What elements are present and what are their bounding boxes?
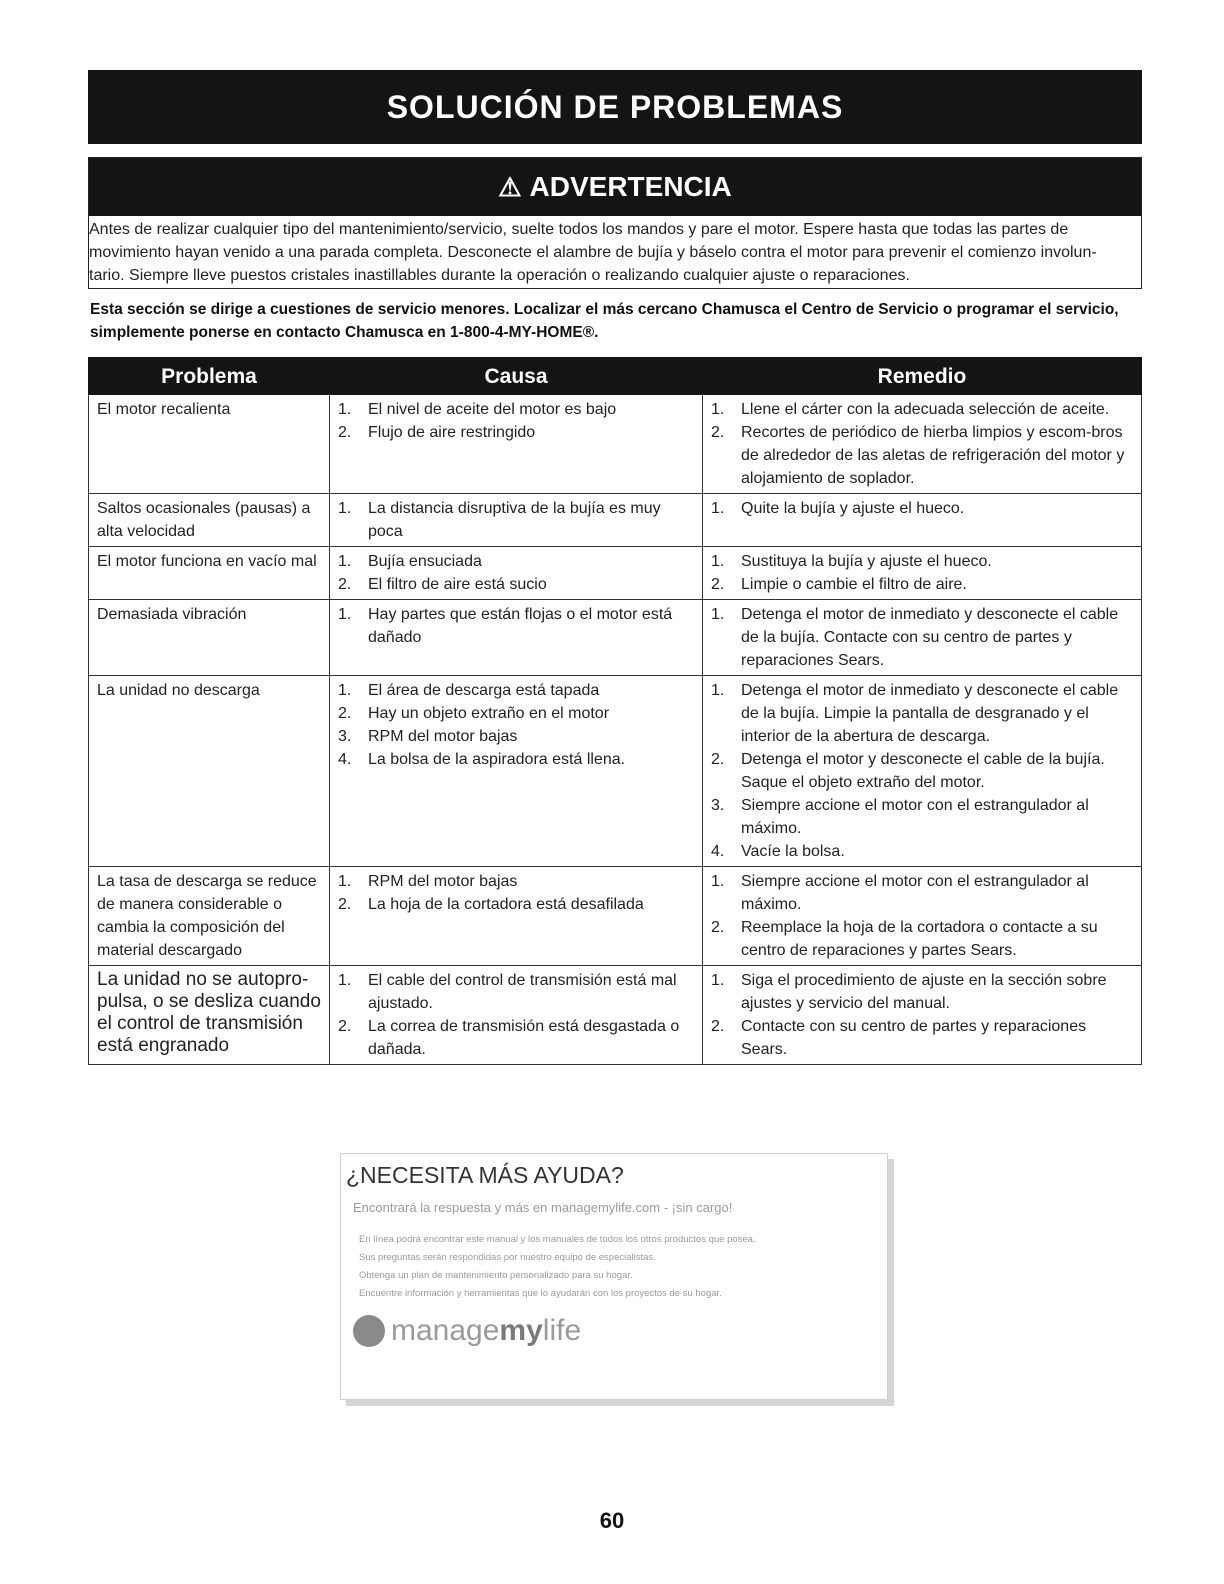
remedy-cell xyxy=(703,600,1142,676)
remedy-item xyxy=(711,870,1135,916)
table-row xyxy=(89,867,1142,966)
remedy-cell xyxy=(703,494,1142,547)
cause-cell xyxy=(330,494,703,547)
troubleshooting-table xyxy=(88,357,1142,1065)
remedy-cell xyxy=(703,966,1142,1065)
remedy-item xyxy=(711,603,1135,672)
item-number: 3. xyxy=(711,797,725,814)
help-line: Obtenga un plan de mantenimiento personalizado para su hogar. xyxy=(359,1270,633,1281)
help-box xyxy=(340,1153,888,1400)
page-number: 60 xyxy=(599,1508,625,1533)
item-text: Hay un objeto extraño en el motor xyxy=(368,705,610,722)
cause-cell xyxy=(330,867,703,966)
item-text: La correa de transmisión está desgastada o dañada. xyxy=(368,1018,680,1058)
item-number: 1. xyxy=(711,682,725,699)
remedy-cell xyxy=(703,676,1142,867)
item-text: La hoja de la cortadora está desafilada xyxy=(368,896,644,913)
cause-cell xyxy=(330,966,703,1065)
remedy-item xyxy=(711,969,1135,1015)
table-row xyxy=(89,547,1142,600)
item-text: El área de descarga está tapada xyxy=(368,682,600,699)
item-text: RPM del motor bajas xyxy=(368,873,518,890)
item-text: Recortes de periódico de hierba limpios y escom-bros de alrededor de las aletas de refrigeración del motor y alojamiento de soplador. xyxy=(741,424,1125,487)
remedy-cell xyxy=(703,395,1142,494)
table-body xyxy=(89,395,1142,1065)
remedy-item xyxy=(711,916,1135,962)
item-number: 2. xyxy=(711,576,725,593)
item-text: Siempre accione el motor con el estrangulador al máximo. xyxy=(741,873,1089,913)
remedy-item xyxy=(711,398,1135,421)
table-row xyxy=(89,966,1142,1065)
logo-circle-icon xyxy=(353,1315,385,1347)
warning-text xyxy=(89,216,1141,287)
item-text: RPM del motor bajas xyxy=(368,728,518,745)
problem-cell: Demasiada vibración xyxy=(89,600,330,676)
help-subtitle: Encontrará la respuesta y más en managemylife.com - ¡sin cargo! xyxy=(353,1200,733,1215)
remedy-cell xyxy=(703,547,1142,600)
item-number: 1. xyxy=(338,606,352,623)
item-number: 3. xyxy=(338,728,352,745)
item-number: 1. xyxy=(711,553,725,570)
remedy-item xyxy=(711,497,1135,520)
problem-cell: El motor funciona en vacío mal xyxy=(89,547,330,600)
item-number: 1. xyxy=(338,553,352,570)
intro-text: Esta sección se dirige a cuestiones de servicio menores. Localizar el más cercano Chamusca el Centro de Servicio o programar el servicio, simplemente ponerse en contacto Chamusca en 1-800-4-MY-HOME®. xyxy=(90,301,1119,341)
item-text: Hay partes que están flojas o el motor está dañado xyxy=(368,606,673,646)
item-text: Llene el cárter con la adecuada selección de aceite. xyxy=(741,401,1110,418)
page-title: SOLUCIÓN DE PROBLEMAS xyxy=(386,88,844,125)
page-title-bar xyxy=(88,70,1142,144)
item-number: 2. xyxy=(338,705,352,722)
cause-item xyxy=(338,573,696,596)
header-remedio: Remedio xyxy=(703,358,1142,395)
cause-item xyxy=(338,748,696,771)
warning-heading: ADVERTENCIA xyxy=(529,171,732,202)
item-number: 1. xyxy=(711,873,725,890)
warning-line: movimiento hayan venido a una parada completa. Desconecte el alambre de bujía y báselo contra el motor para prevenir el comienzo involun- xyxy=(89,244,1097,261)
item-number: 1. xyxy=(338,401,352,418)
cause-item xyxy=(338,702,696,725)
item-text: Quite la bujía y ajuste el hueco. xyxy=(741,500,965,517)
item-number: 1. xyxy=(711,606,725,623)
item-text: Detenga el motor de inmediato y desconecte el cable de la bujía. Contacte con su centro de partes y reparaciones Sears. xyxy=(741,606,1119,669)
table-row xyxy=(89,494,1142,547)
remedy-item xyxy=(711,573,1135,596)
table-row xyxy=(89,676,1142,867)
cause-item xyxy=(338,421,696,444)
help-title: ¿NECESITA MÁS AYUDA? xyxy=(346,1162,624,1188)
problem-cell: La unidad no se autopro-pulsa, o se desliza cuando el control de transmisión está engranado xyxy=(89,966,330,1065)
problem-cell: El motor recalienta xyxy=(89,395,330,494)
logo-text: managemylife xyxy=(391,1314,582,1347)
remedy-cell xyxy=(703,867,1142,966)
cause-item xyxy=(338,893,696,916)
item-text: La distancia disruptiva de la bujía es muy poca xyxy=(368,500,661,540)
warning-line: Antes de realizar cualquier tipo del mantenimiento/servicio, suelte todos los mandos y pare el motor. Espere hasta que todas las partes de xyxy=(89,221,1069,238)
help-line: Encuentre información y herramientas que lo ayudarán con los proyectos de su hogar. xyxy=(359,1288,722,1299)
item-number: 2. xyxy=(711,919,725,936)
item-number: 2. xyxy=(338,896,352,913)
cause-item xyxy=(338,398,696,421)
warning-triangle-icon: ⚠ xyxy=(498,171,522,202)
item-number: 4. xyxy=(338,751,352,768)
item-number: 2. xyxy=(711,751,725,768)
help-line: Sus preguntas serán respondidas por nuestro equipo de especialistas. xyxy=(359,1252,656,1263)
cause-item xyxy=(338,497,696,543)
problem-cell: La unidad no descarga xyxy=(89,676,330,867)
item-number: 2. xyxy=(338,424,352,441)
item-text: Bujía ensuciada xyxy=(368,553,482,570)
item-number: 2. xyxy=(338,1018,352,1035)
managemylife-logo xyxy=(353,1314,581,1348)
cause-item xyxy=(338,550,696,573)
warning-box xyxy=(88,157,1142,289)
help-line: En línea podrá encontrar este manual y los manuales de todos los otros productos que posea. xyxy=(359,1234,756,1245)
remedy-item xyxy=(711,748,1135,794)
item-text: Siga el procedimiento de ajuste en la sección sobre ajustes y servicio del manual. xyxy=(741,972,1107,1012)
item-text: Detenga el motor y desconecte el cable de la bujía. Saque el objeto extraño del motor. xyxy=(741,751,1105,791)
item-number: 1. xyxy=(711,401,725,418)
item-number: 4. xyxy=(711,843,725,860)
table-row xyxy=(89,395,1142,494)
header-problema: Problema xyxy=(89,358,330,395)
remedy-item xyxy=(711,794,1135,840)
problem-cell: Saltos ocasionales (pausas) a alta velocidad xyxy=(89,494,330,547)
item-text: La bolsa de la aspiradora está llena. xyxy=(368,751,626,768)
item-text: Sustituya la bujía y ajuste el hueco. xyxy=(741,553,992,570)
item-number: 2. xyxy=(338,576,352,593)
item-text: Detenga el motor de inmediato y desconecte el cable de la bujía. Limpie la pantalla de desgranado y el interior de la abertura de descarga. xyxy=(741,682,1119,745)
cause-item xyxy=(338,1015,696,1061)
cause-item xyxy=(338,603,696,649)
item-text: Flujo de aire restringido xyxy=(368,424,536,441)
warning-line: tario. Siempre lleve puestos cristales inastillables durante la operación o realizando cualquier ajuste o reparaciones. xyxy=(89,267,910,284)
item-text: El filtro de aire está sucio xyxy=(368,576,547,593)
item-number: 1. xyxy=(711,500,725,517)
item-number: 2. xyxy=(711,424,725,441)
remedy-item xyxy=(711,840,1135,863)
item-number: 1. xyxy=(338,873,352,890)
cause-cell xyxy=(330,676,703,867)
cause-cell xyxy=(330,395,703,494)
remedy-item xyxy=(711,421,1135,490)
cause-item xyxy=(338,679,696,702)
table-row xyxy=(89,600,1142,676)
item-number: 1. xyxy=(711,972,725,989)
cause-item xyxy=(338,725,696,748)
header-causa: Causa xyxy=(330,358,703,395)
item-number: 1. xyxy=(338,972,352,989)
remedy-item xyxy=(711,1015,1135,1061)
remedy-item xyxy=(711,550,1135,573)
item-text: El cable del control de transmisión está mal ajustado. xyxy=(368,972,677,1012)
warning-header xyxy=(89,158,1141,216)
cause-item xyxy=(338,870,696,893)
cause-cell xyxy=(330,547,703,600)
item-text: Vacíe la bolsa. xyxy=(741,843,845,860)
problem-cell: La tasa de descarga se reduce de manera considerable o cambia la composición del material descargado xyxy=(89,867,330,966)
item-number: 2. xyxy=(711,1018,725,1035)
item-text: Limpie o cambie el filtro de aire. xyxy=(741,576,967,593)
item-text: El nivel de aceite del motor es bajo xyxy=(368,401,617,418)
remedy-item xyxy=(711,679,1135,748)
item-text: Reemplace la hoja de la cortadora o contacte a su centro de reparaciones y partes Sears. xyxy=(741,919,1098,959)
cause-item xyxy=(338,969,696,1015)
item-text: Contacte con su centro de partes y reparaciones Sears. xyxy=(741,1018,1087,1058)
cause-cell xyxy=(330,600,703,676)
help-lines xyxy=(359,1231,756,1303)
item-number: 1. xyxy=(338,682,352,699)
item-number: 1. xyxy=(338,500,352,517)
item-text: Siempre accione el motor con el estrangulador al máximo. xyxy=(741,797,1089,837)
